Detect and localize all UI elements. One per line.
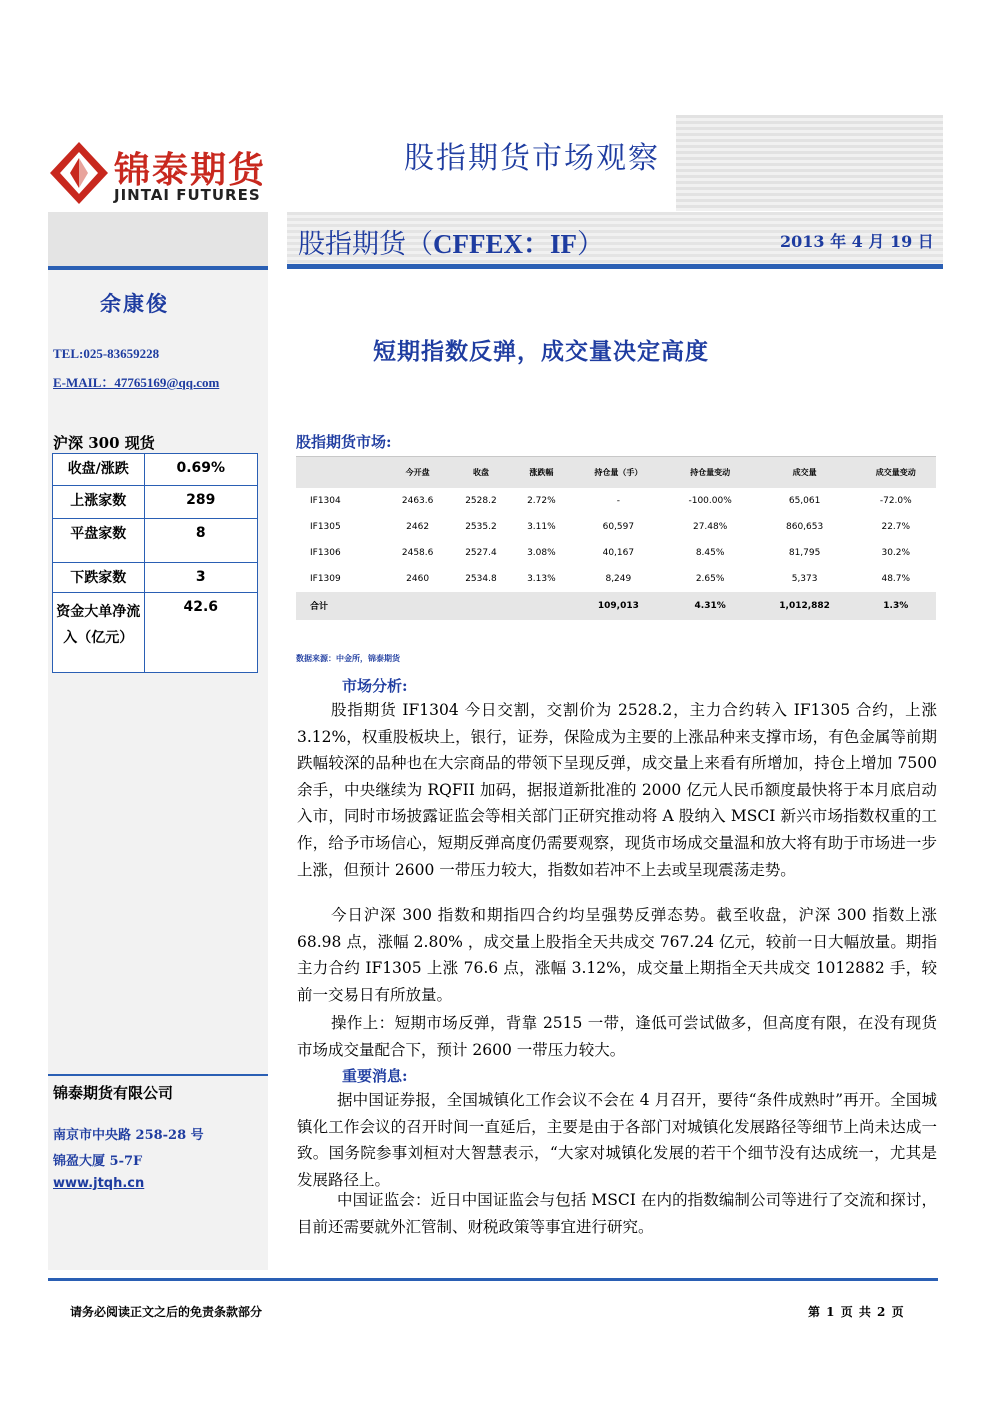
spot-key: 上涨家数 — [53, 486, 145, 519]
market-section-title: 股指期货市场: — [296, 433, 392, 451]
column-header: 成交量 — [754, 457, 856, 488]
table-cell: 2458.6 — [401, 547, 434, 558]
table-cell: 1.3% — [856, 592, 936, 620]
table-cell: - — [616, 495, 620, 506]
spot-value: 3 — [144, 563, 258, 593]
column-header — [296, 457, 386, 488]
table-cell: -100.00% — [688, 495, 732, 506]
table-cell: 4.31% — [667, 592, 754, 620]
header-decor-band — [676, 115, 943, 211]
data-source-note: 数据来源：中金所，锦泰期货 — [296, 653, 400, 663]
table-cell: 2.72% — [527, 495, 556, 506]
futures-table — [296, 456, 936, 620]
sidebar — [48, 270, 268, 1270]
table-cell: -72.0% — [879, 495, 912, 506]
table-cell: 1,012,882 — [754, 592, 856, 620]
company-address-line1: 南京市中央路 258-28 号 — [53, 1128, 204, 1143]
analyst-email-link[interactable]: E-MAIL：47765169@qq.com — [53, 375, 220, 390]
article-headline: 短期指数反弹，成交量决定高度 — [373, 338, 709, 365]
company-name: 锦泰期货有限公司 — [53, 1084, 174, 1102]
subtitle-prefix: 股指期货（ — [298, 229, 433, 260]
spot-key: 平盘家数 — [53, 519, 145, 563]
table-cell: 2535.2 — [465, 521, 497, 532]
table-cell: 2.65% — [695, 573, 725, 584]
table-cell — [449, 592, 512, 620]
analyst-name: 余康俊 — [100, 291, 169, 316]
column-header: 涨跌幅 — [513, 457, 570, 488]
table-cell: 81,795 — [788, 547, 821, 558]
table-cell: 2463.6 — [401, 495, 434, 506]
news-section-title: 重要消息: — [342, 1067, 408, 1085]
footer-rule — [48, 1278, 938, 1281]
table-cell: 2527.4 — [465, 547, 497, 558]
table-cell: 3.13% — [527, 573, 556, 584]
analysis-paragraph: 股指期货 IF1304 今日交割，交割价为 2528.2，主力合约转入 IF1305 合约，上涨 3.12%，权重股板块上，银行，证券，保险成为主要的上涨品种来支撑市场，有色金属等前期跌幅较深的品种也在大宗商品的带领下呈现反弹，成交量上来看有所增加，持仓上增加 7500 余手，中央继续为 RQFII 加码，据报道新批准的 2000 亿元人民币额度最快将于本月底启动入市，同时市场披露证监会等相关部门正研究推动将 A 股纳入 MSCI 新兴市场指数权重的工作，给予市场信心，短期反弹高度仍需要观察，现货市场成交量温和放大将有助于市场进一步上涨，但预计 2600 一带压力较大，指数如若冲不上去或呈现震荡走势。 — [297, 701, 937, 879]
spot-value: 8 — [144, 519, 258, 563]
table-total-row — [296, 592, 936, 620]
table-cell: 8,249 — [605, 573, 632, 584]
subtitle-suffix: ） — [577, 229, 604, 260]
table-cell: 22.7% — [881, 521, 911, 532]
table-cell: 2460 — [406, 573, 430, 584]
report-main-title: 股指期货市场观察 — [404, 141, 660, 176]
logo-diamond-icon — [48, 140, 110, 206]
table-cell: 27.48% — [692, 521, 728, 532]
table-cell: 2528.2 — [465, 495, 497, 506]
table-cell: 48.7% — [881, 573, 911, 584]
table-cell: 3.08% — [527, 547, 556, 558]
spot-value: 42.6 — [144, 593, 258, 673]
table-cell: 860,653 — [786, 521, 824, 532]
column-header: 持仓量（手） — [570, 457, 667, 488]
table-cell — [386, 592, 449, 620]
table-cell: IF1304 — [310, 495, 341, 506]
sidebar-header-band — [48, 212, 268, 268]
table-row — [296, 514, 936, 540]
company-rule — [48, 1074, 268, 1076]
column-header: 成交量变动 — [856, 457, 936, 488]
spot-value: 0.69% — [144, 454, 258, 486]
table-cell: 3.11% — [527, 521, 556, 532]
table-cell — [513, 592, 570, 620]
spot-stats-table — [52, 453, 258, 673]
table-cell: 109,013 — [570, 592, 667, 620]
company-website-link[interactable]: www.jtqh.cn — [53, 1176, 145, 1191]
spot-row — [53, 593, 258, 673]
spot-key: 下跌家数 — [53, 563, 145, 593]
spot-key: 收盘/涨跌 — [53, 454, 145, 486]
company-logo — [48, 140, 278, 210]
logo-english-name: JINTAI FUTURES — [114, 186, 261, 204]
report-subtitle — [298, 222, 604, 261]
table-cell: IF1309 — [310, 573, 341, 584]
subtitle-code: CFFEX：IF — [433, 229, 577, 259]
table-row — [296, 566, 936, 592]
page-number: 第 1 页 共 2 页 — [808, 1305, 905, 1319]
analysis-paragraph: 今日沪深 300 指数和期指四合约均呈强势反弹态势。截至收盘，沪深 300 指数上涨 68.98 点，涨幅 2.80% ，成交量上股指全天共成交 767.24 亿元，较前一日大幅放量。期指主力合约 IF1305 上涨 76.6 点，涨幅 3.12%，成交量上期指全天共成交 1012882 手，较前一交易日有所放量。 — [297, 906, 937, 1004]
column-header: 持仓量变动 — [667, 457, 754, 488]
spot-row — [53, 486, 258, 519]
subtitle-rule — [287, 264, 943, 269]
news-paragraph: 据中国证券报，全国城镇化工作会议不会在 4 月召开，要待“条件成熟时”再开。全国城镇化工作会议的召开时间一直延后，主要是由于各部门对城镇化发展路径等细节上尚未达成一致。国务院参事刘桓对大智慧表示，“大家对城镇化发展的若干个细节没有达成统一，尤其是发展路径上。 — [297, 1091, 937, 1189]
futures-header-row — [296, 457, 936, 488]
company-address-line2: 锦盈大厦 5-7F — [53, 1154, 143, 1169]
spot-key: 资金大单净流入（亿元） — [53, 593, 145, 673]
column-header: 收盘 — [449, 457, 512, 488]
news-paragraph: 中国证监会：近日中国证监会与包括 MSCI 在内的指数编制公司等进行了交流和探讨，目前还需要就外汇管制、财税政策等事宜进行研究。 — [297, 1191, 937, 1236]
column-header: 今开盘 — [386, 457, 449, 488]
table-cell: 合计 — [296, 592, 386, 620]
table-row — [296, 540, 936, 566]
analyst-tel: TEL:025-83659228 — [53, 346, 160, 361]
table-cell: IF1305 — [310, 521, 341, 532]
table-cell: 30.2% — [881, 547, 911, 558]
table-cell: 40,167 — [602, 547, 635, 558]
table-cell: 65,061 — [788, 495, 821, 506]
table-cell: 2534.8 — [465, 573, 497, 584]
spot-row — [53, 454, 258, 486]
table-cell: 5,373 — [791, 573, 818, 584]
spot-row — [53, 563, 258, 593]
table-cell: 60,597 — [602, 521, 635, 532]
analysis-paragraph: 操作上：短期市场反弹，背靠 2515 一带，逢低可尝试做多，但高度有限，在没有现货市场成交量配合下，预计 2600 一带压力较大。 — [297, 1014, 937, 1059]
report-date: 2013 年 4 月 19 日 — [780, 232, 934, 251]
table-cell: 8.45% — [695, 547, 725, 558]
table-cell: 2462 — [406, 521, 430, 532]
spot-row — [53, 519, 258, 563]
spot-section-title: 沪深 300 现货 — [53, 434, 155, 452]
table-cell: IF1306 — [310, 547, 341, 558]
table-row — [296, 488, 936, 514]
footer-disclaimer: 请务必阅读正文之后的免责条款部分 — [70, 1305, 263, 1319]
logo-chinese-name: 锦泰期货 — [114, 150, 267, 191]
spot-value: 289 — [144, 486, 258, 519]
analysis-section-title: 市场分析: — [342, 677, 408, 695]
